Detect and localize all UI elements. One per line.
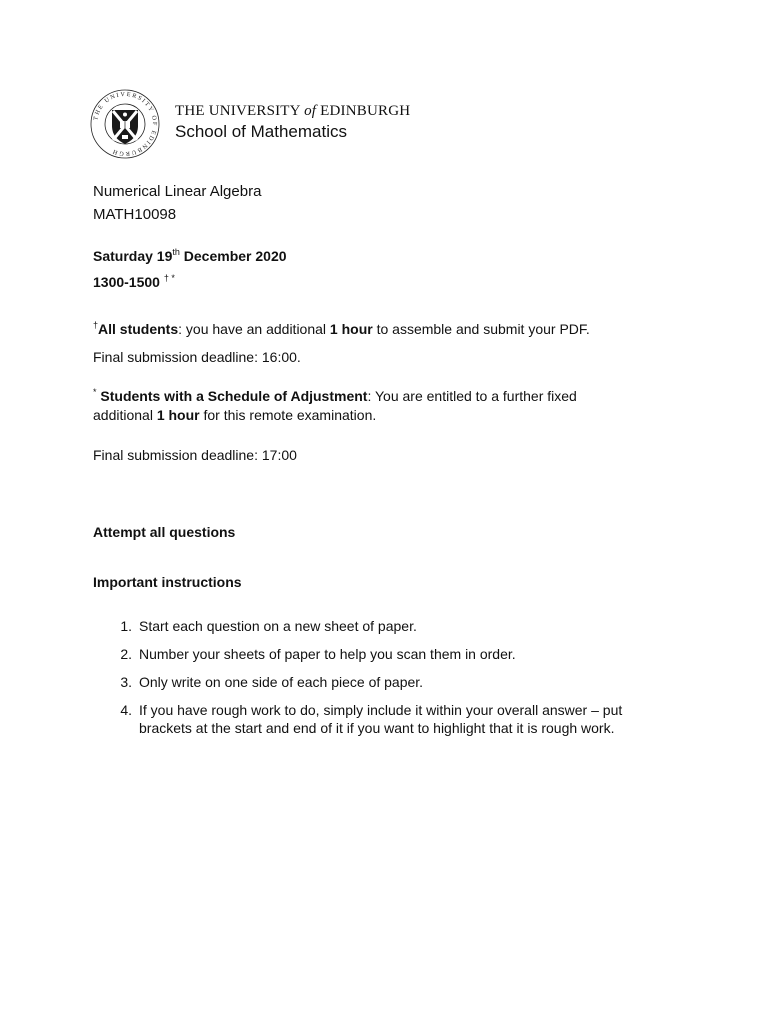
school-name: School of Mathematics [175, 122, 347, 141]
list-item-number: 4. [120, 702, 132, 718]
svg-text:THE UNIVERSITY OF EDINBURGH: THE UNIVERSITY OF EDINBURGH [92, 90, 159, 158]
university-name: THE UNIVERSITY of EDINBURGH [175, 103, 411, 119]
exam-date: Saturday 19th December 2020 [93, 247, 287, 264]
instructions-heading: Important instructions [93, 574, 242, 590]
list-item-number: 3. [120, 674, 132, 690]
university-crest-logo [89, 88, 161, 160]
deadline-adjustment: Final submission deadline: 17:00 [93, 447, 297, 463]
attempt-all-heading: Attempt all questions [93, 524, 236, 540]
instructions-list [112, 617, 699, 747]
list-item-text: If you have rough work to do, simply include it within your overall answer – put [139, 702, 623, 718]
all-students-note: †All students: you have an additional 1 hour to assemble and submit your PDF. [93, 320, 590, 337]
deadline-standard: Final submission deadline: 16:00. [93, 349, 301, 365]
list-item-number: 2. [120, 646, 132, 662]
list-item-text-cont: brackets at the start and end of it if you want to highlight that it is rough work. [139, 720, 615, 736]
course-title: Numerical Linear Algebra [93, 183, 262, 200]
list-item-text: Number your sheets of paper to help you scan them in order. [139, 646, 516, 662]
university-wordmark [175, 102, 410, 143]
adjustment-note-cont: additional 1 hour for this remote examination. [93, 407, 377, 423]
list-item-text: Start each question on a new sheet of paper. [139, 618, 417, 634]
exam-time: 1300-1500 † * [93, 273, 175, 290]
list-item [112, 645, 699, 663]
list-item [112, 617, 699, 635]
course-code: MATH10098 [93, 206, 177, 223]
list-item-text: Only write on one side of each piece of paper. [139, 674, 424, 690]
list-item [112, 673, 699, 691]
adjustment-note: * Students with a Schedule of Adjustment: You are entitled to a further fixed [93, 387, 577, 404]
list-item-number: 1. [120, 618, 132, 634]
list-item [112, 701, 699, 737]
